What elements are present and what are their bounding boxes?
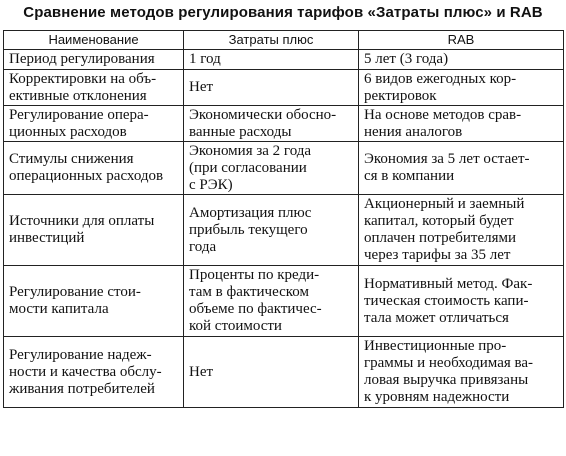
cell-rab: Экономия за 5 лет остает- ся в компании	[359, 142, 564, 195]
cell-rab: Инвестиционные про- граммы и необходимая ва- ловая выручка привязаны к уровням надежности	[359, 337, 564, 408]
table-title: Сравнение методов регулирования тарифов «Затраты плюс» и RAB	[23, 4, 543, 21]
table-row	[4, 266, 564, 337]
cell-cost-plus: Проценты по креди- там в фактическом объеме по фактичес- кой стоимости	[184, 266, 359, 337]
cell-name: Источники для оплаты инвестиций	[4, 195, 184, 266]
cell-name: Корректировки на объ- ективные отклонения	[4, 70, 184, 106]
cell-cost-plus: Нет	[184, 337, 359, 408]
table-row	[4, 106, 564, 142]
cell-rab: 5 лет (3 года)	[359, 50, 564, 70]
cell-name: Регулирование опера- ционных расходов	[4, 106, 184, 142]
cell-rab: 6 видов ежегодных кор- ректировок	[359, 70, 564, 106]
cell-cost-plus: Амортизация плюс прибыль текущего года	[184, 195, 359, 266]
header-rab: RAB	[359, 31, 564, 50]
cell-name: Стимулы снижения операционных расходов	[4, 142, 184, 195]
cell-cost-plus: 1 год	[184, 50, 359, 70]
table-row	[4, 337, 564, 408]
comparison-table	[3, 30, 564, 408]
table-row	[4, 70, 564, 106]
cell-rab: Акционерный и заемный капитал, который будет оплачен потребителями через тарифы за 35 лет	[359, 195, 564, 266]
cell-name: Регулирование стои- мости капитала	[4, 266, 184, 337]
cell-rab: Нормативный метод. Фак- тическая стоимость капи- тала может отличаться	[359, 266, 564, 337]
cell-cost-plus: Экономия за 2 года (при согласовании с РЭК)	[184, 142, 359, 195]
cell-cost-plus: Нет	[184, 70, 359, 106]
cell-name: Регулирование надеж- ности и качества обслу- живания потребителей	[4, 337, 184, 408]
cell-cost-plus: Экономически обосно- ванные расходы	[184, 106, 359, 142]
header-cost-plus: Затраты плюс	[184, 31, 359, 50]
table-row	[4, 142, 564, 195]
table-row	[4, 195, 564, 266]
cell-rab: На основе методов срав- нения аналогов	[359, 106, 564, 142]
header-row	[4, 31, 564, 50]
table-row	[4, 50, 564, 70]
cell-name: Период регулирования	[4, 50, 184, 70]
header-name: Наименование	[4, 31, 184, 50]
